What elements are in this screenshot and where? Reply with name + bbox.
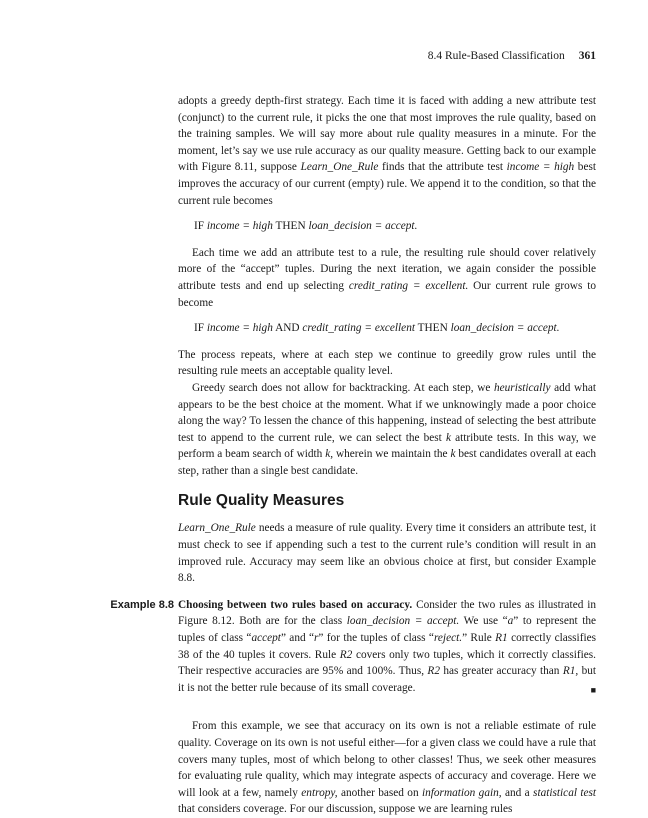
page-body [110,93,597,818]
example-title: Choosing between two rules based on accuracy. [178,598,413,611]
rule-quality-paragraph: Learn_One_Rule needs a measure of rule quality. Every time it considers an attribute test, it must check to see if appending such a test to the current rule’s condition will result in an improved rule. Accuracy may seem like an obvious choice at first, but consider Example 8.8. [178,522,596,585]
example-label: Example 8.8 [110,598,174,611]
paragraph-1: adopts a greedy depth-first strategy. Each time it is faced with adding a new attribute test (conjunct) to the current rule, it picks the one that most improves the rule quality, based on the training samples. We will say more about rule quality measures in a minute. For the moment, let’s say we use rule accuracy as our quality measure. Getting back to our example with Figure 8.11, suppose Learn_One_Rule finds that the attribute test income = high best improves the accuracy of our current (empty) rule. We append it to the condition, so that the current rule becomes [178,95,596,207]
paragraph-2: Each time we add an attribute test to a rule, the resulting rule should cover relatively more of the “accept” tuples. During the next iteration, we again consider the possible attribute tests and end up selecting credit_rating = excellent. Our current rule grows to become [178,246,596,309]
section-heading: Rule Quality Measures [178,492,345,510]
example-text: Choosing between two rules based on accuracy. Consider the two rules as illustrated in Figure 8.12. Both are for the class loan_decision = accept. We use “a” to represent the tuples of class “accept” and “r” for the tuples of class “reject.” Rule R1 correctly classifies 38 of the 40 tuples it covers. Rule R2 covers only two tuples, which it correctly classifies. Their respective accuracies are 95% and 100%. Thus, R2 has greater accuracy than R1, but it is not the better rule because of its small coverage. ■ [178,597,596,697]
rule-1: IF income = high THEN loan_decision = accept. [194,220,418,233]
paragraph-3: The process repeats, where at each step we continue to greedily grow rules until the resulting rule meets an acceptable quality level. [178,348,596,378]
running-header [428,50,596,62]
page-number: 361 [578,50,596,62]
rule-2: IF income = high AND credit_rating = excellent THEN loan_decision = accept. [194,322,560,335]
example-block [110,597,597,697]
section-title: 8.4 Rule-Based Classification [427,50,565,62]
paragraph-4: Greedy search does not allow for backtracking. At each step, we heuristically add what appears to be the best choice at the moment. What if we unknowingly made a poor choice along the way? To lessen the chance of this happening, instead of selecting the best attribute test to append to the current rule, we can select the best k attribute tests. In this way, we perform a beam search of width k, wherein we maintain the k best candidates overall at each step, rather than a single best candidate. [178,381,597,477]
final-paragraph: From this example, we see that accuracy on its own is not a reliable estimate of rule quality. Coverage on its own is not useful either—for a given class we could have a rule that covers many tuples, most of which belong to other classes! Thus, we seek other measures for evaluating rule quality, which may integrate aspects of accuracy and coverage. Here we will look at a few, namely entropy, another based on information gain, and a statistical test that considers coverage. For our discussion, suppose we are learning rules [178,720,597,816]
end-of-example-icon: ■ [590,684,596,695]
